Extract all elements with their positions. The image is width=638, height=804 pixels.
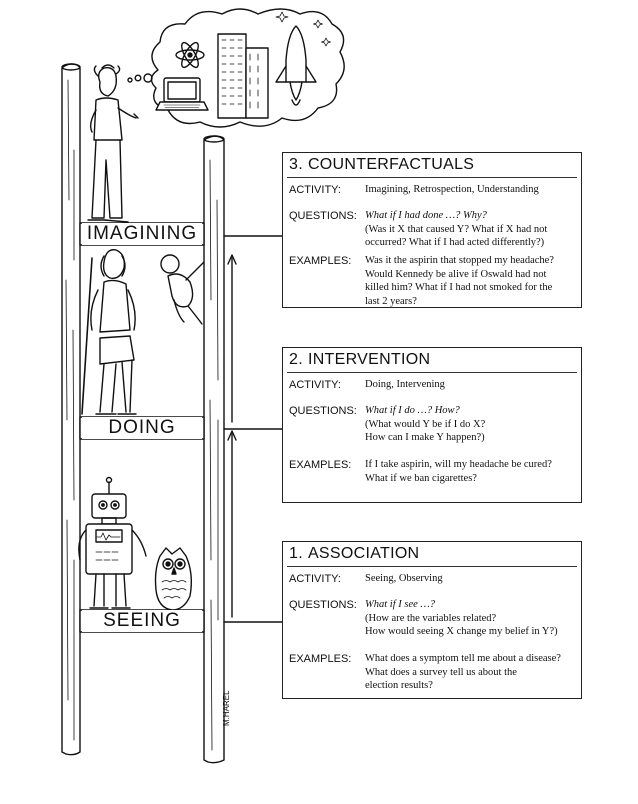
activity-text: Imagining, Retrospection, Understanding: [365, 184, 539, 195]
examples-label: EXAMPLES:: [289, 459, 352, 471]
robot-icon: [79, 478, 146, 609]
questions-text: What if I see …? (How are the variables related? How would seeing X change my belief in Y?): [365, 599, 558, 637]
questions-text: What if I had done …? Why? (Was it X that caused Y? What if X had not occurred? What if I had acted differently?): [365, 210, 548, 248]
caveman-figure-icon: [82, 250, 136, 414]
baby-figure-icon: [161, 255, 204, 324]
activity-text: Seeing, Observing: [365, 573, 443, 584]
examples-text: Was it the aspirin that stopped my headache? Would Kennedy be alive if Oswald had not killed him? What if I had not smoked for the last 2 years?: [365, 255, 554, 307]
box-title: 2. INTERVENTION: [289, 351, 431, 368]
examples-label: EXAMPLES:: [289, 653, 352, 665]
box-title: 3. COUNTERFACTUALS: [289, 156, 475, 173]
ladder-left-rail: [62, 64, 80, 755]
ladder-right-rail: [204, 136, 224, 763]
questions-label: QUESTIONS:: [289, 599, 357, 611]
box-intervention: [282, 347, 582, 503]
thinker-figure-icon: [88, 65, 138, 222]
up-arrow-icon: [228, 255, 236, 617]
owl-icon: [156, 548, 192, 610]
artist-signature: M.HAREL: [222, 690, 231, 726]
box-title: 1. ASSOCIATION: [289, 545, 420, 562]
questions-label: QUESTIONS:: [289, 210, 357, 222]
box-association: [282, 541, 582, 699]
questions-text: What if I do …? How? (What would Y be if I do X? How can I make Y happen?): [365, 405, 486, 443]
examples-text: What does a symptom tell me about a disease? What does a survey tell us about the election results?: [365, 653, 561, 691]
activity-label: ACTIVITY:: [289, 379, 341, 391]
rung-label-doing: DOING: [82, 417, 202, 439]
activity-text: Doing, Intervening: [365, 379, 445, 390]
examples-label: EXAMPLES:: [289, 255, 352, 267]
examples-text: If I take aspirin, will my headache be cured? What if we ban cigarettes?: [365, 459, 552, 484]
questions-label: QUESTIONS:: [289, 405, 357, 417]
box-counterfactuals: [282, 152, 582, 308]
rung-label-imagining: IMAGINING: [82, 223, 202, 245]
rung-label-seeing: SEEING: [82, 610, 202, 632]
activity-label: ACTIVITY:: [289, 573, 341, 585]
activity-label: ACTIVITY:: [289, 184, 341, 196]
laptop-icon: [156, 78, 208, 110]
